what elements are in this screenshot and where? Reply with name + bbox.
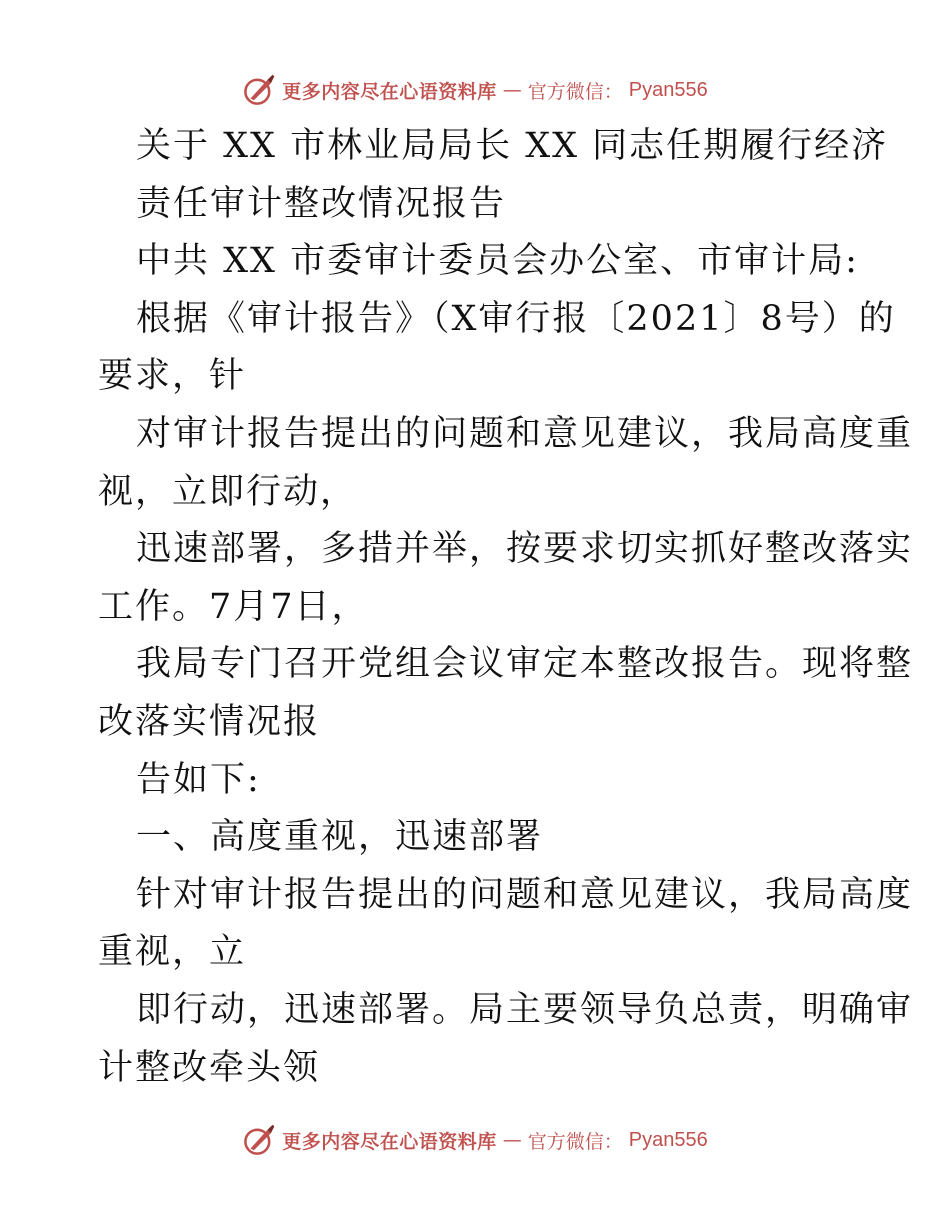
- watermark-dash: —: [502, 1129, 522, 1151]
- watermark-label: 官方微信：: [527, 1130, 623, 1153]
- paragraph-line: 即行动，迅速部署。局主要领导负总责，明确审: [136, 989, 914, 1030]
- paragraph-line: 针对审计报告提出的问题和意见建议，我局高度: [136, 874, 914, 915]
- watermark-text: 更多内容尽在心语资料库: [282, 80, 497, 103]
- document-body: [98, 118, 914, 1097]
- paragraph-line: 视，立即行动，: [98, 471, 358, 512]
- page-footer: [0, 1120, 950, 1160]
- page-header: [0, 70, 950, 110]
- section-heading: 一、高度重视，迅速部署: [136, 817, 544, 858]
- watermark-id: Pyan556: [628, 78, 708, 101]
- paragraph-line: 对审计报告提出的问题和意见建议，我局高度重: [136, 413, 914, 454]
- title-line-2: 责任审计整改情况报告: [136, 183, 507, 224]
- paragraph-line: 根据《审计报告》（X审行报〔2021〕8号）的: [136, 298, 896, 339]
- footer-watermark: [242, 1123, 708, 1157]
- addressee-line: 中共 XX 市委审计委员会办公室、市审计局:: [136, 241, 859, 282]
- paragraph-line: 改落实情况报: [98, 701, 321, 742]
- paragraph-line: 工作。7月7日，: [98, 586, 369, 627]
- watermark-label: 官方微信：: [527, 80, 623, 103]
- paragraph-line: 要求，针: [98, 356, 247, 397]
- title-line-1: 关于 XX 市林业局局长 XX 同志任期履行经济: [136, 126, 889, 166]
- paragraph-line: 重视，立: [98, 932, 247, 973]
- watermark-id: Pyan556: [628, 1128, 708, 1151]
- watermark-text: 更多内容尽在心语资料库: [282, 1130, 497, 1153]
- pen-nib-circle-icon: [242, 1123, 276, 1157]
- paragraph-line: 告如下:: [136, 759, 261, 800]
- paragraph-line: 我局专门召开党组会议审定本整改报告。现将整: [136, 644, 914, 685]
- pen-nib-circle-icon: [242, 73, 276, 107]
- paragraph-line: 迅速部署，多措并举，按要求切实抓好整改落实: [136, 529, 914, 570]
- paragraph-line: 计整改牵头领: [98, 1047, 321, 1088]
- header-watermark: [242, 73, 708, 107]
- watermark-dash: —: [502, 79, 522, 101]
